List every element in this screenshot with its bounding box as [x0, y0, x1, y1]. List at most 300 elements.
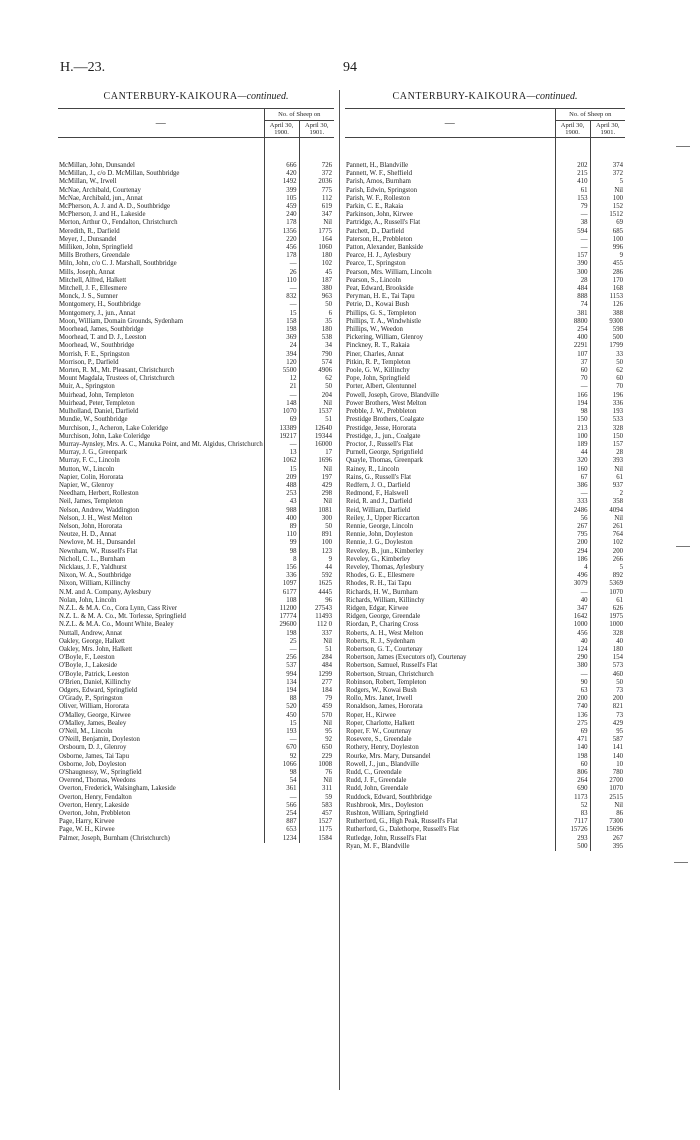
sheep-1900-cell: 56	[555, 515, 590, 523]
sheep-1901-cell: 996	[590, 244, 625, 252]
owner-name-cell: Nelson, J. H., West Melton	[59, 514, 133, 522]
table-row	[345, 810, 625, 818]
sheep-1901-cell: 1008	[299, 761, 334, 769]
table-row	[58, 630, 334, 638]
owner-name-cell: Nuttall, Andrew, Annat	[59, 629, 122, 637]
sheep-1901-cell: 1512	[590, 211, 625, 219]
table-row	[345, 178, 625, 186]
owner-name-cell: Redmond, F., Halswell	[346, 490, 409, 498]
sheep-1901-cell: 51	[299, 416, 334, 424]
owner-name-cell: Robinson, Robert, Templeton	[346, 678, 427, 686]
sheep-1900-cell: —	[555, 671, 590, 679]
sheep-1900-cell: 99	[264, 539, 299, 547]
sheep-1901-cell: 1696	[299, 457, 334, 465]
owner-name-cell: O'Malley, James, Bealey	[59, 719, 127, 727]
sheep-1901-cell: 28	[590, 449, 625, 457]
owner-name-cell: Riordan, P., Charing Cross	[346, 621, 419, 629]
sheep-1901-cell: 27543	[299, 605, 334, 613]
table-row	[58, 662, 334, 670]
sheep-1900-cell: —	[555, 383, 590, 391]
table-row	[345, 769, 625, 777]
table-row	[345, 269, 625, 277]
owner-name-cell: Poole, G. W., Killinchy	[346, 367, 410, 375]
table-row	[345, 785, 625, 793]
owner-name-cell: Nixon, W. A., Southbridge	[59, 572, 132, 580]
table-row	[58, 761, 334, 769]
sheep-1901-cell: 45	[299, 269, 334, 277]
table-row	[345, 523, 625, 531]
table-row	[58, 695, 334, 703]
table-row	[345, 400, 625, 408]
owner-name-cell: Paterson, H., Prebbleton	[346, 235, 413, 243]
table-row	[345, 671, 625, 679]
sheep-1901-cell: 197	[299, 474, 334, 482]
sheep-1901-cell: 892	[590, 572, 625, 580]
owner-name-cell: O'Malley, George, Kirwee	[59, 711, 131, 719]
owner-name-cell: Rushton, William, Springfield	[346, 810, 428, 818]
sheep-1901-cell: 154	[590, 654, 625, 662]
owner-name-cell: Reveley, Thomas, Aylesbury	[346, 563, 424, 571]
table-row	[345, 375, 625, 383]
sheep-1901-cell: 9	[590, 252, 625, 260]
sheep-1901-cell: 266	[590, 556, 625, 564]
sheep-1901-cell: 5	[590, 564, 625, 572]
sheep-1900-cell: 1356	[264, 228, 299, 236]
owner-name-cell: Rowell, J., jun., Blandville	[346, 760, 419, 768]
table-row	[58, 556, 334, 564]
sheep-1900-cell: 1642	[555, 613, 590, 621]
owner-name-cell: Napier, W., Glenroy	[59, 481, 114, 489]
sheep-1900-cell: 8800	[555, 318, 590, 326]
sheep-1901-cell: 587	[590, 736, 625, 744]
sheep-1900-cell: 98	[555, 408, 590, 416]
sheep-1901-cell: 50	[590, 359, 625, 367]
right-column-title	[345, 90, 625, 108]
sheep-1900-cell: 380	[555, 662, 590, 670]
sheep-1901-cell: 16000	[299, 441, 334, 449]
table-row	[58, 433, 334, 441]
table-row	[345, 351, 625, 359]
sheep-1900-cell: 275	[555, 720, 590, 728]
sheep-1900-cell: 136	[555, 712, 590, 720]
page-header	[0, 60, 700, 82]
sheep-1901-cell: 180	[299, 326, 334, 334]
sheep-1900-cell: 254	[555, 326, 590, 334]
sheep-1900-cell: —	[264, 736, 299, 744]
owner-name-cell: Muirhead, Peter, Templeton	[59, 399, 135, 407]
sheep-1901-cell: 60	[590, 375, 625, 383]
sheep-1901-cell: 7300	[590, 818, 625, 826]
owner-name-cell: Rollo, Mrs. Janet, Irwell	[346, 695, 413, 703]
sheep-1901-cell: 455	[590, 260, 625, 268]
sheep-1901-cell: 1070	[590, 589, 625, 597]
owner-name-cell: Proctor, J., Russell's Flat	[346, 440, 414, 448]
owner-name-cell: Robertson, G. T., Courtenay	[346, 645, 423, 653]
sheep-1901-cell: 19344	[299, 433, 334, 441]
sheep-1901-cell: 140	[590, 753, 625, 761]
sheep-1901-cell: 33	[590, 351, 625, 359]
owner-name-cell: Rhodes, G. E., Ellesmere	[346, 572, 415, 580]
sheep-1900-cell: 6177	[264, 589, 299, 597]
sheep-1901-cell: 963	[299, 293, 334, 301]
owner-name-cell: Odgers, Edward, Springfield	[59, 687, 138, 694]
sheep-1900-cell: —	[264, 285, 299, 293]
right-sheep-table	[345, 108, 625, 851]
sheep-1900-cell: 44	[555, 449, 590, 457]
sheep-1900-cell: 988	[264, 507, 299, 515]
sheep-1900-cell: 12	[264, 375, 299, 383]
sheep-1901-cell: 164	[299, 236, 334, 244]
sheep-1901-cell: 1000	[590, 621, 625, 629]
table-row	[345, 794, 625, 802]
owner-name-cell: Pitkin, R. P., Templeton	[346, 358, 411, 366]
sheep-1901-cell: 583	[299, 802, 334, 810]
sheep-1900-cell: 37	[555, 359, 590, 367]
sheep-1900-cell: 500	[555, 843, 590, 851]
continued-label: —continued.	[237, 91, 289, 102]
year-1900-header: April 30, 1900.	[555, 121, 590, 138]
table-row	[58, 269, 334, 277]
owner-name-cell: O'Boyle, J., Lakeside	[59, 662, 118, 670]
table-row	[345, 679, 625, 687]
table-row	[58, 564, 334, 572]
sheep-1901-cell: 180	[590, 646, 625, 654]
owner-name-cell: Needham, Herbert, Rolleston	[59, 490, 139, 498]
sheep-1901-cell: 100	[590, 236, 625, 244]
sheep-1900-cell: 484	[555, 285, 590, 293]
sheep-1901-cell: 112	[299, 195, 334, 203]
sheep-1900-cell: 28	[555, 277, 590, 285]
owner-name-cell: Newnham, W., Russell's Flat	[59, 547, 138, 555]
table-row	[58, 162, 334, 170]
sheep-1900-cell: 15	[264, 466, 299, 474]
owner-name-cell: Milliken, John, Springfield	[59, 244, 133, 252]
sheep-1900-cell: 215	[555, 170, 590, 178]
continued-label: —continued.	[526, 91, 578, 102]
sheep-1901-cell: 95	[299, 728, 334, 736]
sheep-1901-cell: 650	[299, 744, 334, 752]
table-row	[345, 621, 625, 629]
sheep-1900-cell: 666	[264, 162, 299, 170]
sheep-1901-cell: 229	[299, 753, 334, 761]
owner-name-cell: Murray-Aynsley, Mrs. A. C., Manuka Point, and Mt. Algidus, Christchurch	[59, 440, 263, 448]
owner-name-cell: Mulholland, Daniel, Darfield	[59, 408, 139, 416]
sheep-1901-cell: 685	[590, 228, 625, 236]
table-row	[58, 392, 334, 400]
table-row	[345, 761, 625, 769]
owner-name-cell: Reiley, J., Upper Riccarton	[346, 514, 420, 522]
table-row	[345, 695, 625, 703]
sheep-1900-cell: 209	[264, 474, 299, 482]
owner-name-cell: Murray, F. C., Lincoln	[59, 457, 120, 465]
sheep-1901-cell: 626	[590, 605, 625, 613]
sheep-1900-cell: 60	[555, 367, 590, 375]
sheep-1901-cell: 11493	[299, 613, 334, 621]
table-row	[58, 416, 334, 424]
sheep-1900-cell: 198	[264, 326, 299, 334]
sheep-1900-cell: 300	[555, 269, 590, 277]
owner-name-cell: Ruddock, Edward, Southbridge	[346, 793, 432, 801]
sheep-1901-cell: 457	[299, 810, 334, 818]
sheep-1900-cell: 1234	[264, 835, 299, 843]
sheep-count-header: No. of Sheep on	[555, 109, 625, 121]
owner-name-cell: Phillips, W., Weedon	[346, 326, 403, 334]
table-row	[345, 203, 625, 211]
table-row	[345, 556, 625, 564]
table-row	[58, 728, 334, 736]
table-row	[58, 703, 334, 711]
owner-name-cell: Pearson, Mrs. William, Lincoln	[346, 268, 432, 276]
sheep-1900-cell: 157	[555, 252, 590, 260]
sheep-1900-cell: 189	[555, 441, 590, 449]
owner-name-cell: Nolan, John, Lincoln	[59, 596, 117, 604]
owner-name-cell: O'Boyle, F., Leeston	[59, 654, 115, 662]
sheep-1900-cell: 198	[555, 753, 590, 761]
table-row	[345, 531, 625, 539]
owner-name-cell: Osborne, Job, Doyleston	[59, 760, 127, 768]
sheep-1901-cell: 86	[590, 810, 625, 818]
sheep-1900-cell: 120	[264, 359, 299, 367]
owner-name-cell: McPherson, J. and H., Lakeside	[59, 211, 146, 219]
table-row	[58, 244, 334, 252]
sheep-1901-cell: 286	[590, 269, 625, 277]
table-row	[345, 466, 625, 474]
table-row	[58, 301, 334, 309]
sheep-1900-cell: 89	[264, 523, 299, 531]
owner-name-cell: Neil, James, Templeton	[59, 498, 123, 506]
table-row	[345, 654, 625, 662]
table-row	[345, 392, 625, 400]
owner-name-cell: Rennie, George, Lincoln	[346, 522, 414, 530]
sheep-1901-cell: 337	[299, 630, 334, 638]
sheep-1900-cell: 15	[264, 720, 299, 728]
sheep-1901-cell: 267	[590, 835, 625, 843]
table-row	[345, 728, 625, 736]
table-row	[58, 523, 334, 531]
year-1901-header: April 30, 1901.	[299, 121, 334, 138]
table-row	[58, 498, 334, 506]
sheep-1901-cell: 1299	[299, 671, 334, 679]
table-row	[58, 654, 334, 662]
sheep-1900-cell: 160	[555, 466, 590, 474]
table-row	[345, 753, 625, 761]
table-row	[58, 334, 334, 342]
owner-name-cell: Pannett, H., Blandville	[346, 162, 409, 169]
sheep-1900-cell: —	[264, 260, 299, 268]
table-row	[345, 170, 625, 178]
owner-name-cell: Reveley, G., Kimberley	[346, 555, 411, 563]
table-row	[58, 507, 334, 515]
table-row	[58, 810, 334, 818]
sheep-1900-cell: 17774	[264, 613, 299, 621]
table-row	[345, 597, 625, 605]
sheep-1900-cell: 194	[555, 400, 590, 408]
table-row	[58, 211, 334, 219]
sheep-1901-cell: 592	[299, 572, 334, 580]
owner-name-cell: Piner, Charles, Annat	[346, 350, 404, 358]
sheep-1901-cell: Nil	[299, 219, 334, 227]
left-column	[58, 90, 334, 843]
sheep-1900-cell: 193	[264, 728, 299, 736]
sheep-1900-cell: 2291	[555, 342, 590, 350]
table-row	[58, 572, 334, 580]
sheep-1901-cell: 380	[299, 285, 334, 293]
table-row	[58, 638, 334, 646]
sheep-1901-cell: 17	[299, 449, 334, 457]
owner-name-cell: Napier, Colin, Hororata	[59, 473, 124, 481]
table-row	[345, 383, 625, 391]
table-row	[345, 703, 625, 711]
sheep-1901-cell: 100	[299, 539, 334, 547]
sheep-1901-cell: 336	[590, 400, 625, 408]
owner-name-cell: Montgomery, H., Southbridge	[59, 301, 141, 309]
sheep-1901-cell: 204	[299, 392, 334, 400]
owner-name-cell: Mitchell, Alfred, Halkett	[59, 276, 127, 284]
sheep-1901-cell: 1625	[299, 580, 334, 588]
sheep-1901-cell: Nil	[299, 720, 334, 728]
sheep-1900-cell: 361	[264, 785, 299, 793]
table-row	[58, 621, 334, 629]
sheep-1901-cell: 200	[590, 548, 625, 556]
sheep-1900-cell: —	[264, 301, 299, 309]
left-table-body	[58, 138, 334, 843]
table-row	[345, 777, 625, 785]
owner-name-cell: McNae, Archibald, Courtenay	[59, 186, 141, 194]
sheep-1901-cell: 5369	[590, 580, 625, 588]
table-row	[345, 638, 625, 646]
sheep-1900-cell: —	[555, 211, 590, 219]
sheep-1900-cell: 2486	[555, 507, 590, 515]
sheep-1901-cell: 1081	[299, 507, 334, 515]
sheep-1901-cell: 168	[590, 285, 625, 293]
sheep-1901-cell: Nil	[299, 400, 334, 408]
sheep-1901-cell: 112 0	[299, 621, 334, 629]
sheep-1900-cell: —	[264, 392, 299, 400]
owner-name-cell: Prestidge, Jesse, Hororata	[346, 424, 417, 432]
sheep-1900-cell: 150	[555, 416, 590, 424]
sheep-1900-cell: 140	[555, 744, 590, 752]
owner-name-cell: Nicklaus, J. F., Yaldhurst	[59, 563, 127, 571]
year-1901-header: April 30, 1901.	[590, 121, 625, 138]
sheep-1901-cell: 619	[299, 203, 334, 211]
owner-name-cell: Ridgen, Edgar, Kirwee	[346, 604, 409, 612]
owner-name-cell: Robertson, James (Executors of), Courtenay	[346, 654, 467, 662]
sheep-1901-cell: 1975	[590, 613, 625, 621]
sheep-1900-cell: 459	[264, 203, 299, 211]
table-row	[58, 228, 334, 236]
sheep-1900-cell: 69	[555, 728, 590, 736]
table-row	[58, 236, 334, 244]
owner-name-cell: Mutton, W., Lincoln	[59, 465, 115, 473]
table-row	[345, 326, 625, 334]
sheep-1901-cell: 180	[299, 252, 334, 260]
table-row	[58, 441, 334, 449]
sheep-1900-cell: 347	[555, 605, 590, 613]
owner-name-cell: Rennie, John, Doyleston	[346, 531, 413, 539]
sheep-1900-cell: 888	[555, 293, 590, 301]
sheep-1900-cell: 394	[264, 351, 299, 359]
table-row	[345, 490, 625, 498]
sheep-1900-cell: —	[555, 236, 590, 244]
owner-name-cell: Merton, Arthur O., Fendalton, Christchurch	[59, 219, 178, 227]
owner-name-cell: Rutherford, G., Dalethorpe, Russell's Flat	[346, 826, 459, 834]
sheep-1900-cell: 456	[555, 630, 590, 638]
table-row	[345, 613, 625, 621]
sheep-1901-cell: Nil	[590, 187, 625, 195]
sheep-1901-cell: 10	[590, 761, 625, 769]
sheep-1901-cell: 62	[590, 367, 625, 375]
sheep-1900-cell: 19217	[264, 433, 299, 441]
sheep-1900-cell: 88	[264, 695, 299, 703]
sheep-1900-cell: 40	[555, 597, 590, 605]
sheep-1900-cell: 26	[264, 269, 299, 277]
owner-name-cell: Pearce, T., Springston	[346, 260, 406, 268]
sheep-1900-cell: 8	[264, 556, 299, 564]
sheep-1901-cell: 347	[299, 211, 334, 219]
sheep-1900-cell: 264	[555, 777, 590, 785]
sheep-1900-cell: 166	[555, 392, 590, 400]
table-row	[58, 777, 334, 785]
sheep-1901-cell: 388	[590, 310, 625, 318]
sheep-1900-cell: 410	[555, 178, 590, 186]
owner-name-cell: Petrie, D., Kowai Bush	[346, 301, 410, 309]
sheep-1900-cell: 653	[264, 826, 299, 834]
owner-name-cell: Powell, Joseph, Grove, Blandville	[346, 391, 439, 399]
owner-name-cell: Prebble, J. W., Prebbleton	[346, 408, 417, 416]
sheep-1900-cell: 13389	[264, 425, 299, 433]
table-row	[58, 170, 334, 178]
sheep-1900-cell: 400	[555, 334, 590, 342]
table-row	[58, 687, 334, 695]
header-spacer-row	[58, 138, 334, 163]
owner-name-cell: McMillan, John, Dunsandel	[59, 162, 135, 169]
table-row	[345, 277, 625, 285]
owner-name-cell: Quayle, Thomas, Greenpark	[346, 457, 423, 465]
owner-name-cell: Partridge, A., Russell's Flat	[346, 219, 421, 227]
sheep-1901-cell: 61	[590, 597, 625, 605]
table-row	[58, 490, 334, 498]
owner-name-cell: Reid, R. and J., Darfield	[346, 498, 413, 506]
owner-name-cell: Roper, F. W., Courtenay	[346, 728, 412, 736]
sheep-1901-cell: 372	[590, 170, 625, 178]
sheep-1901-cell: 9	[299, 556, 334, 564]
table-row	[58, 285, 334, 293]
owner-name-cell: McMillan, J., c/o D. McMillan, Southbridge	[59, 170, 180, 178]
table-row	[345, 736, 625, 744]
owner-name-cell: Muirhead, John, Templeton	[59, 391, 134, 399]
sheep-1900-cell: 108	[264, 597, 299, 605]
table-row	[58, 646, 334, 654]
sheep-1901-cell: 374	[590, 162, 625, 170]
owner-name-cell: Richards, William, Killinchy	[346, 596, 425, 604]
table-row	[58, 802, 334, 810]
sheep-1901-cell: 35	[299, 318, 334, 326]
sheep-1900-cell: 134	[264, 679, 299, 687]
owner-name-cell: Reveley, B., jun., Kimberley	[346, 547, 424, 555]
owner-name-cell: Roberts, R. J., Sydenham	[346, 637, 415, 645]
owner-name-cell: Osborne, James, Tai Tapu	[59, 752, 129, 760]
sheep-1901-cell: 44	[299, 564, 334, 572]
owner-name-cell: Peryman, H. E., Tai Tapu	[346, 293, 415, 301]
name-column-header: —	[444, 117, 455, 129]
owner-name-cell: Oakley, Mrs. John, Halkett	[59, 645, 133, 653]
sheep-1900-cell: 537	[264, 662, 299, 670]
sheep-1900-cell: 1097	[264, 580, 299, 588]
owner-name-cell: Rudd, C., Greendale	[346, 769, 402, 777]
owner-name-cell: Parkin, C. E., Rakaia	[346, 203, 404, 211]
owner-name-cell: Rainey, R., Lincoln	[346, 465, 399, 473]
sheep-1901-cell: 2	[590, 490, 625, 498]
